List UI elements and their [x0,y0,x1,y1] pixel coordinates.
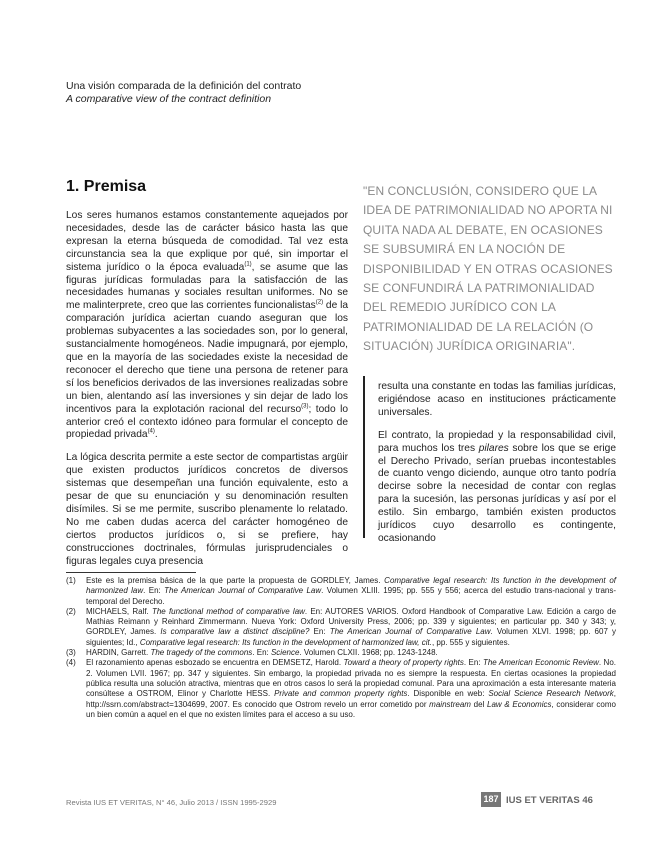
footnote-text: MICHAELS, Ralf. The functional method of comparative law. En: AUTORES VARIOS. Oxford Handbook of Comparative Law. Edición a cargo de Mathias Reimann y Reinhard Zimmermann. Nueva York: Oxford University Press, 2006; pp. 339 y siguientes; en particular pp. 340 y 343; y, GORDLEY, James. Is comparative law a distinct discipline? En: The American Journal of Comparative Law. Volumen XLVI. 1998; pp. 607 y siguientes; Id., Comparative legal research: Its function in the development of harmonized law, cit., pp. 555 y siguientes. [86,606,617,647]
right-paragraph-1: resulta una constante en todas las familias jurídicas, erigiéndose acaso en instituciones prácticamente universales. [378,381,616,418]
footnote-number: (3) [66,648,76,658]
footnote-ref-1[interactable]: (1) [244,261,252,268]
footnote-number: (2) [66,606,76,616]
footnote-item [66,607,616,648]
right-column [378,381,616,556]
footnote-item [66,648,616,658]
footnote-number: (1) [66,576,76,585]
footnotes [66,576,616,720]
header-title-es: Una visión comparada de la definición del contrato [66,80,302,92]
page-number: 187 [481,792,501,807]
footnote-text: HARDIN, Garrett. The tragedy of the commons. En: Science. Volumen CLXII. 1968; pp. 1243-1248. [86,648,438,658]
journal-name: IUS ET VERITAS 46 [506,795,593,806]
footnote-number: (4) [66,658,76,668]
footnote-item [66,658,616,720]
footnote-ref-4[interactable]: (4) [147,429,155,436]
footer-citation: Revista IUS ET VERITAS, N° 46, Julio 2013 / ISSN 1995-2929 [66,798,277,807]
footnote-ref-2[interactable]: (2) [315,299,324,306]
footnote-text: El razonamiento apenas esbozado se encuentra en DEMSETZ, Harold. Toward a theory of property rights. En: The American Economic Review. No. 2. Volumen LVII. 1967; pp. 347 y siguientes. Sin embargo, la propiedad privada no es siempre la respuesta. En ciertas ocasiones la propiedad pública resulta una solución atractiva, mientras que en otros casos lo será la propiedad comunal. Para una aproximación a esta interesante materia consúltese a OSTROM, Elinor y Charlotte HESS. Private and common property rights. Disponible en web: Social Science Research Network, http://ssrn.com/abstract=1304699, 2007. Es conocido que Ostrom revelo un error cometido por mainstream del Law & Economics, considerar como un bien común a aquel en el que no existen límites para el acceso a su uso. [86,658,617,719]
left-paragraph-2: La lógica descrita permite a este sector de compartistas argüir que existen productos jurídicos concretos de diversos sistemas que desempeñan una función equivalente, esto a pesar de que su enunciación y su denominación resulten disímiles. Si se me permite, suscribo plenamente lo relatado. No me caben dudas acerca del carácter homogéneo de ciertos productos jurídicos o, si se prefiere, hay construcciones doctrinales, fórmulas jurisprudenciales o figuras legales cuya presencia [66,452,348,567]
left-column [66,210,348,578]
header-title-en: A comparative view of the contract definition [66,93,272,105]
footnote-item [66,576,616,607]
left-paragraph-1: Los seres humanos estamos constantemente aquejados por necesidades, desde las de carácter básico hasta las que expresan la eterna búsqueda de comodidad. Tal vez esta circunstancia sea la que explique por qué, sin importar el sistema jurídico o la época evaluada$^{(1)}$, se asume que las figuras jurídicas formuladas para la satisfacción de las necesidades humanas y sociales resultan uniformes. No se me malinterprete, creo que las corrientes funcionalistas$^{(2)}$ de la comparación jurídica aciertan cuando aseguran que los problemas subyacentes a las sociedades son, por lo general, sustancialmente homogéneos. Nadie impugnará, por ejemplo, que en la mayoría de las sociedades existe la necesidad de reconocer el derecho que tiene una persona de retener para sí los beneficios derivados de las inversiones realizadas sobre un bien, alentando así las inversiones y sin dejar de lado los incentivos para la explotación racional del recurso$^{(3)}$; todo lo anterior creó el contexto idóneo para formular el concepto de propiedad privada$^{(4)}$. [66,210,349,441]
column-rule [363,376,365,538]
section-heading: 1. Premisa [66,178,147,195]
footnote-text: Este es la premisa básica de la que parte la propuesta de GORDLEY, James. Comparative legal research: Its function in the development of harmonized law. En: The American Journal of Comparative Law. Volumen XLIII. 1995; pp. 555 y 556; acerca del estudio trans-nacional y trans-temporal del Derecho. [86,576,617,606]
footnote-ref-3[interactable]: (3) [301,403,309,410]
pull-quote: "EN CONCLUSIÓN, CONSIDERO QUE LA IDEA DE PATRIMONIALIDAD NO APORTA NI QUITA NADA AL DEBATE, EN OCASIONES SE SUBSUMIRÁ EN LA NOCIÓN DE DISPONIBILIDAD Y EN OTRAS OCASIONES SE CONFUNDIRÁ LA PATRIMONIALIDAD DEL REMEDIO JURÍDICO CON LA PATRIMONIALIDAD DE LA RELACIÓN (O SITUACIÓN) JURÍDICA ORIGINARIA". [363,184,613,354]
right-paragraph-2: El contrato, la propiedad y la responsabilidad civil, para muchos los tres pilares sobre los que se erige el Derecho Privado, serían pruebas incontestables de cuanto vengo diciendo, aunque otro tanto podría decirse sobre la necesidad de contar con reglas para la sucesión, las personas jurídicas y así por el estilo. Sin embargo, también existen productos jurídicos cuyo desarrollo es contingente, ocasionando [378,429,616,544]
footnote-separator [66,572,196,573]
running-header [66,80,301,106]
